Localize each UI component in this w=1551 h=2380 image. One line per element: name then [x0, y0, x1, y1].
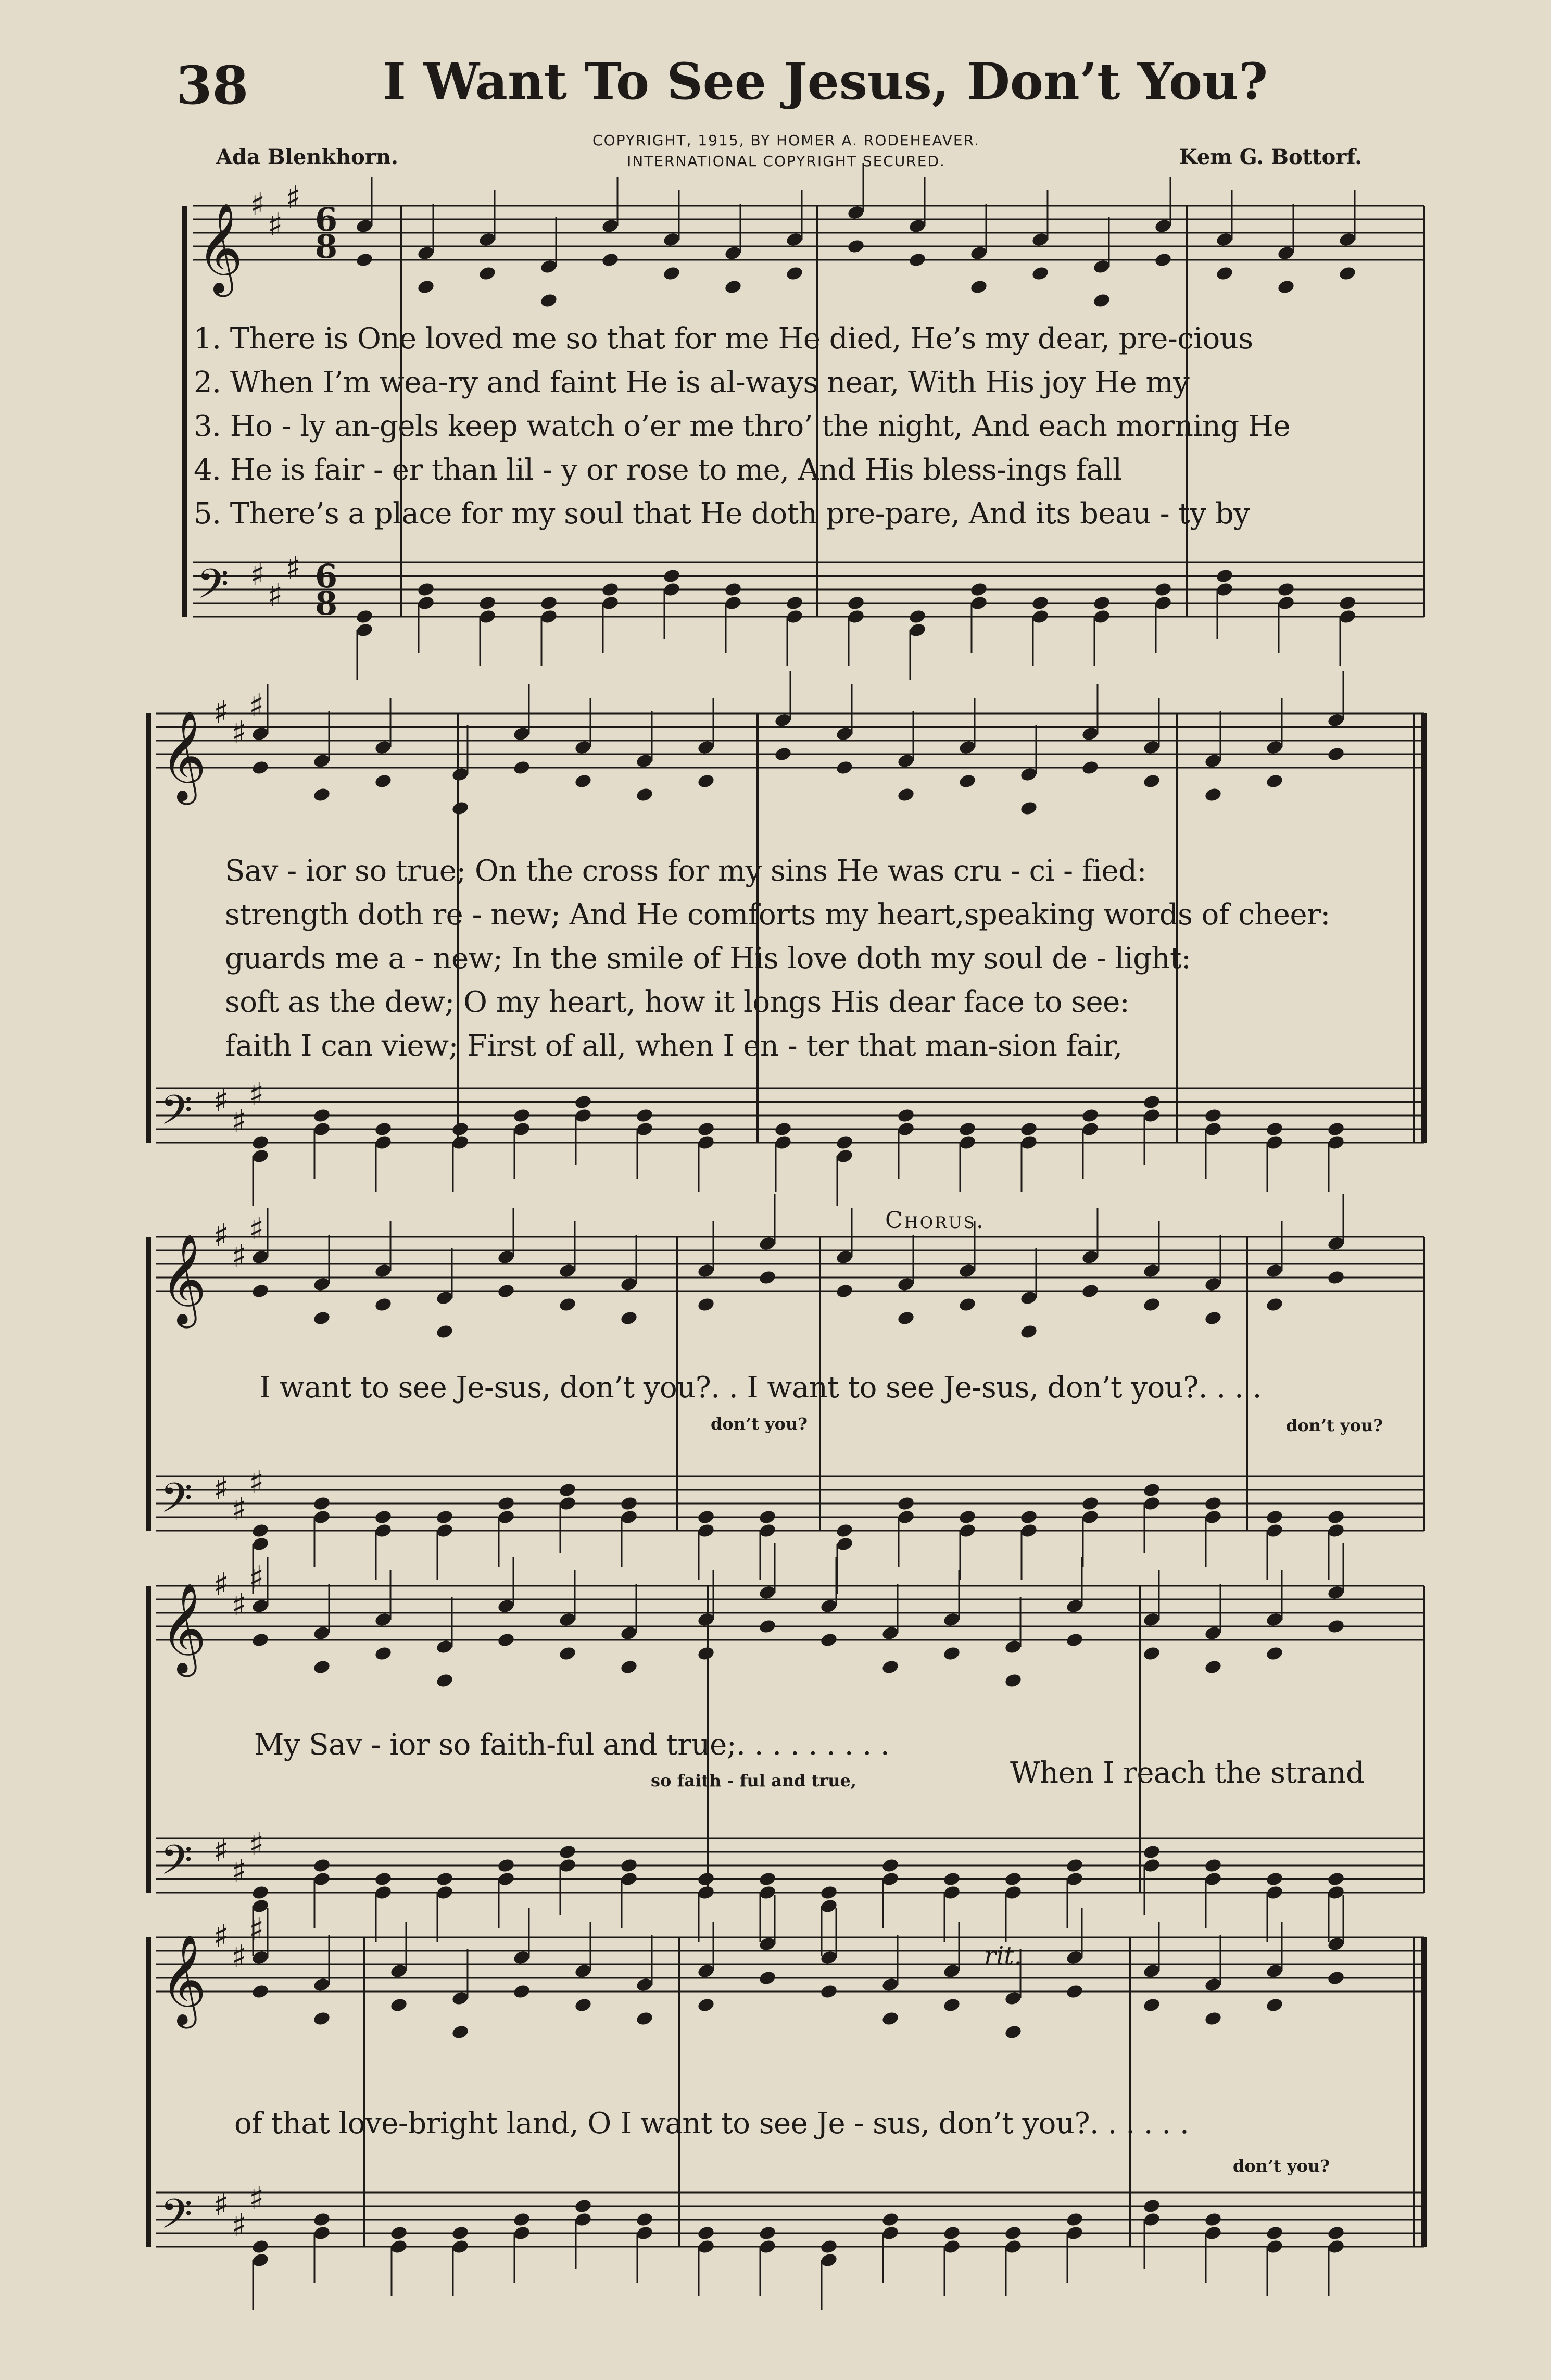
note-head: [1204, 1108, 1222, 1124]
note-head: [374, 1121, 393, 1137]
note-head: [478, 595, 497, 611]
note-head: [1004, 2024, 1023, 2040]
note-head: [897, 1108, 915, 1124]
note-head: [819, 2239, 838, 2255]
sharp-icon: ♯: [249, 687, 264, 724]
verse-2-line-a: 2. When I’m wea-ry and faint He is al-ways near, With His joy He my: [194, 366, 1190, 399]
note-head: [1338, 266, 1357, 282]
note-head: [620, 1858, 638, 1874]
note-head: [881, 2011, 900, 2027]
note-head: [635, 1108, 654, 1124]
note-head: [512, 2212, 531, 2228]
note-head: [251, 1632, 270, 1648]
note-head: [785, 266, 804, 282]
note-head: [774, 1121, 792, 1137]
note-head: [697, 1297, 715, 1313]
note-head: [1004, 1871, 1023, 1887]
note-head: [312, 2212, 331, 2228]
note-head: [374, 773, 393, 790]
note-head: [251, 2239, 270, 2255]
note-head: [908, 252, 927, 268]
chorus-echo-1a: don’t you?: [711, 1414, 808, 1434]
sharp-icon: ♯: [213, 1471, 229, 1507]
note-head: [819, 1885, 838, 1901]
note-head: [774, 746, 792, 762]
note-head: [312, 2011, 331, 2027]
note-head: [1204, 1310, 1222, 1326]
note-head: [251, 1283, 270, 1299]
sharp-icon: ♯: [213, 1218, 229, 1254]
treble-clef-icon: 𝄞: [197, 203, 243, 293]
note-head: [819, 1984, 838, 2000]
verse-5-line-b: faith I can view; First of all, when I en - ter that man-sion fair,: [225, 1029, 1123, 1063]
system-bracket: [182, 206, 187, 617]
note-head: [969, 279, 988, 295]
note-head: [908, 609, 927, 625]
note-head: [1204, 1496, 1222, 1512]
verse-3-line-b: guards me a - new; In the smile of His love doth my soul de - light:: [225, 942, 1191, 975]
verse-4-line-b: soft as the dew; O my heart, how it longs His dear face to see:: [225, 985, 1130, 1019]
note-head: [574, 1094, 592, 1110]
verse-1-line-a: 1. There is One loved me so that for me He died, He’s my dear, pre-cious: [194, 322, 1253, 356]
note-head: [1265, 773, 1284, 790]
note-head: [251, 1984, 270, 2000]
note-head: [1265, 2225, 1284, 2241]
note-head: [497, 1632, 515, 1648]
note-head: [1204, 1659, 1222, 1675]
note-head: [1142, 1844, 1161, 1860]
note-head: [958, 1297, 977, 1313]
note-head: [1327, 746, 1345, 762]
note-head: [697, 1997, 715, 2013]
bass-clef-icon: 𝄢: [160, 1836, 193, 1894]
note-head: [558, 1482, 577, 1498]
note-head: [942, 1646, 961, 1662]
hymn-number: 38: [176, 55, 249, 116]
sharp-icon: ♯: [268, 207, 283, 243]
note-head: [620, 1659, 638, 1675]
treble-clef-icon: 𝄞: [160, 1583, 207, 1673]
note-head: [635, 2011, 654, 2027]
note-head: [819, 1632, 838, 1648]
note-head: [1327, 1121, 1345, 1137]
sharp-icon: ♯: [231, 1103, 247, 1139]
sharp-icon: ♯: [213, 1833, 229, 1869]
note-head: [312, 1310, 331, 1326]
note-head: [1154, 252, 1172, 268]
note-head: [758, 1509, 777, 1525]
note-head: [1265, 1871, 1284, 1887]
time-signature-top: 6: [315, 557, 338, 595]
sharp-icon: ♯: [250, 557, 266, 593]
note-head: [574, 2198, 592, 2214]
verse-5-line-a: 5. There’s a place for my soul that He doth pre-pare, And its beau - ty by: [194, 497, 1250, 531]
chorus-echo-2: so faith - ful and true,: [651, 1771, 857, 1790]
note-head: [251, 1523, 270, 1539]
note-head: [1142, 2198, 1161, 2214]
bass-clef-icon: 𝄢: [160, 1474, 193, 1532]
note-head: [417, 582, 435, 598]
verse-2-line-b: strength doth re - new; And He comforts my heart,speaking words of cheer:: [225, 898, 1330, 932]
note-head: [558, 1646, 577, 1662]
treble-clef-icon: 𝄞: [160, 710, 207, 801]
note-head: [724, 279, 742, 295]
note-head: [355, 252, 374, 268]
system-bracket: [146, 713, 151, 1143]
note-head: [497, 1858, 515, 1874]
note-head: [601, 582, 620, 598]
sharp-icon: ♯: [231, 1938, 247, 1975]
sharp-icon: ♯: [249, 2180, 264, 2216]
note-head: [785, 595, 804, 611]
note-head: [758, 1270, 777, 1286]
system-bracket: [146, 1237, 151, 1531]
note-head: [312, 1108, 331, 1124]
sharp-icon: ♯: [249, 1826, 264, 1862]
note-head: [1204, 787, 1222, 803]
sharp-icon: ♯: [213, 1918, 229, 1955]
note-head: [1142, 1646, 1161, 1662]
note-head: [1204, 1858, 1222, 1874]
system-bracket: [146, 1586, 151, 1893]
sharp-icon: ♯: [249, 1560, 264, 1596]
chorus-line-2a: My Sav - ior so faith-ful and true;. . . . . . . . .: [254, 1728, 890, 1762]
note-head: [451, 2225, 470, 2241]
sharp-icon: ♯: [213, 1083, 229, 1119]
note-head: [574, 773, 592, 790]
note-head: [435, 1324, 454, 1340]
note-head: [897, 1496, 915, 1512]
note-head: [539, 293, 558, 309]
note-head: [897, 787, 915, 803]
note-head: [881, 1659, 900, 1675]
time-signature-bottom: 8: [315, 584, 338, 622]
note-head: [958, 773, 977, 790]
note-head: [1338, 595, 1357, 611]
note-head: [417, 279, 435, 295]
note-head: [539, 595, 558, 611]
note-head: [724, 582, 742, 598]
note-head: [1004, 1673, 1023, 1689]
sharp-icon: ♯: [249, 1211, 264, 1247]
note-head: [635, 787, 654, 803]
chorus-line-2b: When I reach the strand: [1010, 1756, 1365, 1790]
note-head: [1065, 2212, 1084, 2228]
sharp-icon: ♯: [213, 2187, 229, 2223]
note-head: [1081, 1283, 1100, 1299]
sharp-icon: ♯: [231, 2207, 247, 2244]
note-head: [1031, 595, 1050, 611]
note-head: [1004, 2225, 1023, 2241]
note-head: [312, 1496, 331, 1512]
note-head: [662, 266, 681, 282]
note-head: [697, 773, 715, 790]
note-head: [497, 1496, 515, 1512]
note-head: [374, 1509, 393, 1525]
sharp-icon: ♯: [231, 715, 247, 751]
sharp-icon: ♯: [213, 1567, 229, 1603]
time-signature-bottom: 8: [315, 228, 338, 266]
note-head: [1277, 582, 1295, 598]
note-head: [1081, 1496, 1100, 1512]
note-head: [897, 1310, 915, 1326]
note-head: [601, 252, 620, 268]
note-head: [1019, 800, 1038, 817]
note-head: [1081, 760, 1100, 776]
bass-clef-icon: 𝄢: [160, 2190, 193, 2248]
note-head: [512, 760, 531, 776]
bass-clef-icon: 𝄢: [160, 1086, 193, 1144]
note-head: [1215, 568, 1234, 584]
note-head: [881, 2212, 900, 2228]
note-head: [1019, 1509, 1038, 1525]
verse-4-line-a: 4. He is fair - er than lil - y or rose to me, And His bless-ings fall: [194, 453, 1122, 487]
note-head: [1265, 1646, 1284, 1662]
sharp-icon: ♯: [213, 694, 229, 731]
sharp-icon: ♯: [249, 1911, 264, 1948]
note-head: [558, 1297, 577, 1313]
chorus-echo-3: don’t you?: [1233, 2156, 1330, 2176]
note-head: [847, 239, 865, 255]
note-head: [1327, 1270, 1345, 1286]
note-head: [574, 1997, 592, 2013]
note-head: [251, 1885, 270, 1901]
sharp-icon: ♯: [231, 1238, 247, 1274]
note-head: [1142, 1297, 1161, 1313]
note-head: [1142, 1482, 1161, 1498]
time-signature-top: 6: [315, 201, 338, 239]
note-head: [558, 1844, 577, 1860]
note-head: [1019, 1324, 1038, 1340]
note-head: [1215, 266, 1234, 282]
chorus-line-1: I want to see Je-sus, don’t you?. . I want to see Je-sus, don’t you?. . . .: [259, 1371, 1262, 1405]
bass-clef-icon: 𝄢: [197, 560, 229, 618]
note-head: [1092, 595, 1111, 611]
note-head: [1065, 1858, 1084, 1874]
note-head: [1019, 1121, 1038, 1137]
note-head: [1265, 1121, 1284, 1137]
note-head: [1265, 1297, 1284, 1313]
chorus-label: Chorus.: [885, 1207, 985, 1234]
copyright-line-1: COPYRIGHT, 1915, BY HOMER A. RODEHEAVER.: [592, 132, 980, 149]
note-head: [374, 1646, 393, 1662]
sharp-icon: ♯: [231, 1853, 247, 1889]
ritardando-mark: rit.: [984, 1941, 1022, 1971]
composer-credit: Kem G. Bottorf.: [1179, 145, 1363, 169]
chorus-line-3: of that love-bright land, O I want to see Je - sus, don’t you?. . . . . .: [234, 2107, 1189, 2140]
note-head: [942, 1997, 961, 2013]
note-head: [1327, 1970, 1345, 1986]
note-head: [451, 2024, 470, 2040]
note-head: [251, 760, 270, 776]
note-head: [958, 1121, 977, 1137]
note-head: [374, 1871, 393, 1887]
note-head: [847, 595, 865, 611]
note-head: [1265, 1509, 1284, 1525]
sharp-icon: ♯: [231, 1587, 247, 1623]
note-head: [835, 1135, 854, 1151]
note-head: [969, 582, 988, 598]
note-head: [1081, 1108, 1100, 1124]
note-head: [1142, 1997, 1161, 2013]
note-head: [478, 266, 497, 282]
note-head: [435, 1509, 454, 1525]
note-head: [835, 760, 854, 776]
lyricist-credit: Ada Blenkhorn.: [216, 145, 398, 169]
note-head: [497, 1283, 515, 1299]
note-head: [1204, 2011, 1222, 2027]
note-head: [1142, 773, 1161, 790]
note-head: [389, 2225, 408, 2241]
note-head: [312, 1659, 331, 1675]
note-head: [942, 2225, 961, 2241]
note-head: [374, 1297, 393, 1313]
note-head: [1142, 1094, 1161, 1110]
sharp-icon: ♯: [285, 180, 301, 216]
note-head: [942, 1871, 961, 1887]
note-head: [635, 2212, 654, 2228]
note-head: [451, 1121, 470, 1137]
note-head: [1204, 2212, 1222, 2228]
note-head: [881, 1858, 900, 1874]
verse-1-line-b: Sav - ior so true; On the cross for my sins He was cru - ci - fied:: [225, 854, 1146, 888]
note-head: [389, 1997, 408, 2013]
note-head: [312, 1858, 331, 1874]
note-head: [1092, 293, 1111, 309]
note-head: [662, 568, 681, 584]
note-head: [620, 1310, 638, 1326]
sharp-icon: ♯: [249, 1464, 264, 1500]
copyright-line-2: INTERNATIONAL COPYRIGHT SECURED.: [627, 153, 945, 170]
note-head: [758, 1871, 777, 1887]
note-head: [697, 1509, 715, 1525]
note-head: [620, 1496, 638, 1512]
note-head: [1277, 279, 1295, 295]
note-head: [355, 609, 374, 625]
note-head: [1327, 1871, 1345, 1887]
note-head: [697, 1871, 715, 1887]
note-head: [697, 2225, 715, 2241]
hymn-title: I Want To See Jesus, Don’t You?: [383, 52, 1268, 111]
treble-clef-icon: 𝄞: [160, 1234, 207, 1324]
sharp-icon: ♯: [231, 1491, 247, 1527]
note-head: [758, 1970, 777, 1986]
note-head: [758, 1619, 777, 1635]
note-head: [435, 1871, 454, 1887]
note-head: [1065, 1984, 1084, 2000]
note-head: [697, 1646, 715, 1662]
sharp-icon: ♯: [249, 1076, 264, 1112]
note-head: [1265, 1997, 1284, 2013]
note-head: [697, 1121, 715, 1137]
note-head: [835, 1283, 854, 1299]
note-head: [1065, 1632, 1084, 1648]
note-head: [1154, 582, 1172, 598]
treble-clef-icon: 𝄞: [160, 1934, 207, 2025]
note-head: [251, 1135, 270, 1151]
note-head: [1031, 266, 1050, 282]
sharp-icon: ♯: [250, 186, 266, 223]
note-head: [835, 1523, 854, 1539]
note-head: [435, 1673, 454, 1689]
note-head: [312, 787, 331, 803]
chorus-echo-1b: don’t you?: [1286, 1416, 1383, 1435]
note-head: [512, 1108, 531, 1124]
note-head: [958, 1509, 977, 1525]
note-head: [1327, 1509, 1345, 1525]
note-head: [1327, 1619, 1345, 1635]
note-head: [512, 1984, 531, 2000]
note-head: [1327, 2225, 1345, 2241]
verse-3-line-a: 3. Ho - ly an-gels keep watch o’er me thro’ the night, And each morning He: [194, 409, 1290, 443]
sharp-icon: ♯: [285, 550, 301, 586]
note-head: [451, 800, 470, 817]
system-bracket: [146, 1937, 151, 2247]
sharp-icon: ♯: [268, 577, 283, 613]
note-head: [758, 2225, 777, 2241]
